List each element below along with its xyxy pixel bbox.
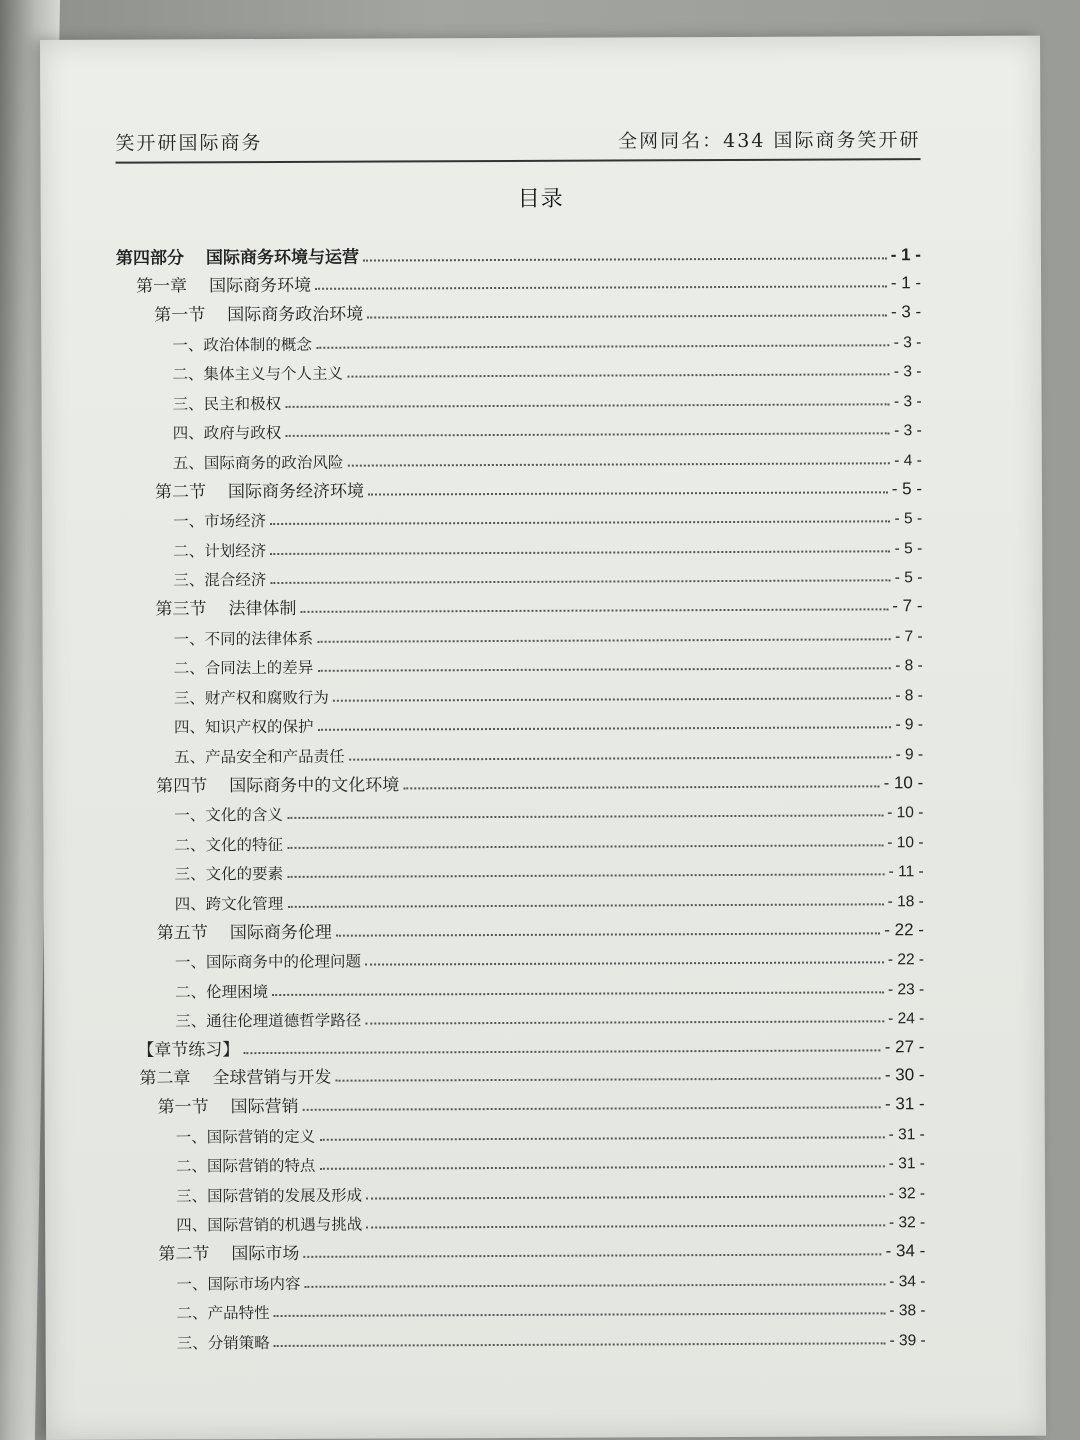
toc-entry-text: 国际商务环境	[209, 275, 312, 297]
book-page	[40, 36, 1046, 1440]
toc-entry	[120, 1144, 925, 1177]
toc-entry-number: 第一章	[136, 276, 188, 297]
toc-entry-text: 一、文化的含义	[174, 805, 283, 825]
toc-entry	[117, 440, 922, 473]
toc-entry-text: 四、国际营销的机遇与挑战	[176, 1215, 363, 1235]
toc-entry-label	[136, 271, 313, 297]
toc-entry-text: 二、集体主义与个人主义	[172, 364, 344, 384]
toc-page-number: - 31 -	[888, 1155, 925, 1173]
dot-leader	[287, 844, 883, 849]
toc-entry-number: 第五节	[156, 922, 208, 943]
toc-entry-label	[176, 1124, 318, 1147]
dot-leader	[270, 520, 890, 525]
toc-entry-text: 三、分销策略	[176, 1333, 270, 1352]
table-of-contents	[116, 224, 926, 1353]
toc-entry-text: 一、国际市场内容	[176, 1274, 301, 1293]
toc-page-number: - 7 -	[892, 596, 923, 616]
toc-page-number: - 22 -	[887, 951, 925, 969]
toc-entry	[118, 764, 923, 797]
toc-entry-text: 一、国际商务中的伦理问题	[174, 952, 362, 972]
dot-leader	[366, 1224, 885, 1228]
toc-entry	[117, 411, 922, 444]
toc-entry-text: 四、跨文化管理	[174, 894, 284, 913]
dot-leader	[366, 1195, 885, 1199]
toc-page-number: - 9 -	[895, 745, 924, 763]
toc-entry-text: 全球营销与开发	[212, 1067, 332, 1089]
dot-leader	[317, 638, 891, 643]
toc-entry-text: 四、知识产权的保护	[173, 717, 314, 737]
toc-entry	[117, 499, 922, 532]
toc-page-number: - 3 -	[890, 302, 922, 322]
dot-leader	[367, 314, 887, 318]
toc-entry-label	[174, 626, 316, 649]
toc-entry-label	[177, 1331, 272, 1353]
dot-leader	[243, 1049, 880, 1054]
toc-entry-number: 第一节	[157, 1097, 209, 1118]
toc-entry-text: 三、文化的要素	[174, 864, 284, 884]
toc-page-number: - 10 -	[887, 833, 924, 851]
toc-entry-label	[155, 476, 366, 502]
toc-entry	[119, 911, 924, 944]
dot-leader	[349, 756, 892, 760]
toc-entry	[121, 1320, 926, 1353]
toc-page-number: - 18 -	[887, 892, 924, 910]
dot-leader	[300, 608, 888, 613]
dot-leader	[363, 257, 887, 261]
toc-page-number: - 3 -	[893, 333, 922, 351]
toc-entry-label	[174, 832, 285, 854]
dot-leader	[317, 667, 891, 672]
toc-page-number: - 5 -	[894, 569, 923, 587]
toc-entry	[120, 1261, 925, 1294]
toc-page-number: - 5 -	[894, 539, 923, 557]
toc-entry-text: 四、政府与政权	[172, 423, 282, 443]
toc-entry-label	[173, 421, 284, 443]
toc-entry-label	[176, 1271, 302, 1294]
toc-entry-number: 第二章	[139, 1068, 191, 1089]
dot-leader	[347, 373, 890, 377]
toc-entry	[117, 528, 922, 561]
dot-leader	[287, 873, 884, 878]
toc-entry	[120, 1232, 925, 1265]
toc-page-number: - 22 -	[884, 919, 924, 939]
toc-entry-number: 第一节	[154, 305, 206, 326]
toc-page-number: - 7 -	[895, 627, 923, 645]
toc-entry-text: 三、通往伦理道德哲学路径	[175, 1011, 362, 1031]
toc-entry	[118, 646, 923, 679]
running-header	[115, 124, 920, 164]
toc-page-number: - 1 -	[890, 245, 921, 265]
toc-entry-label	[176, 1183, 364, 1206]
toc-entry-text: 二、文化的特征	[174, 835, 284, 854]
toc-entry-text: 一、政治体制的概念	[172, 335, 312, 354]
toc-entry-label	[137, 1035, 241, 1060]
toc-entry	[119, 969, 924, 1002]
toc-entry-label	[174, 656, 316, 679]
toc-entry-text: 一、国际营销的定义	[175, 1127, 316, 1146]
toc-entry-label	[172, 332, 314, 355]
toc-entry-label	[173, 568, 268, 590]
toc-entry	[119, 940, 924, 973]
toc-page-number: - 3 -	[893, 363, 922, 381]
toc-entry-label	[158, 1239, 301, 1265]
page-title: 目录	[517, 186, 564, 212]
toc-entry	[119, 999, 924, 1032]
toc-page-number: - 4 -	[894, 451, 922, 469]
dot-leader	[272, 991, 884, 996]
toc-entry-text: 二、产品特性	[176, 1304, 270, 1323]
toc-entry-label	[175, 950, 363, 973]
toc-entry-text: 二、计划经济	[173, 541, 267, 560]
toc-entry-text: 【章节练习】	[137, 1040, 240, 1061]
toc-entry-label	[176, 1213, 364, 1236]
toc-entry-number: 第二节	[158, 1244, 210, 1265]
toc-entry-label	[173, 509, 268, 531]
dot-leader	[270, 550, 890, 555]
toc-entry-text: 国际营销	[230, 1096, 299, 1118]
header-right-text: 全网同名：434 国际商务笑开研	[618, 129, 921, 153]
toc-entry-text: 二、合同法上的差异	[173, 658, 314, 678]
toc-page-number: - 24 -	[888, 1010, 925, 1028]
toc-entry-number: 第四部分	[115, 248, 184, 269]
toc-entry-label	[173, 391, 284, 413]
dot-leader	[285, 432, 890, 437]
toc-entry-label	[174, 744, 347, 767]
toc-entry	[119, 1028, 924, 1061]
toc-entry-text: 国际商务环境与运营	[205, 247, 359, 269]
header-left-text: 笑开研国际商务	[115, 132, 263, 155]
toc-page-number: - 32 -	[888, 1214, 926, 1232]
toc-entry	[117, 470, 922, 503]
dot-leader	[304, 1283, 885, 1288]
dot-leader	[319, 1165, 884, 1169]
dot-leader	[365, 961, 884, 965]
toc-entry-label	[172, 362, 345, 385]
toc-entry-label	[154, 300, 365, 326]
toc-entry-text: 三、混合经济	[173, 571, 267, 590]
dot-leader	[318, 726, 892, 731]
dot-leader	[347, 462, 890, 466]
toc-entry-label	[174, 803, 285, 825]
toc-entry-text: 国际商务伦理	[229, 922, 332, 943]
toc-entry	[117, 558, 922, 591]
toc-entry	[116, 322, 921, 355]
toc-entry-text: 国际商务经济环境	[227, 481, 365, 502]
toc-entry	[116, 293, 921, 326]
toc-page-number: - 34 -	[889, 1272, 926, 1290]
toc-entry-label	[139, 1063, 333, 1089]
toc-entry-label	[174, 685, 331, 708]
toc-entry	[118, 734, 923, 767]
toc-entry	[118, 616, 923, 649]
toc-entry-label	[116, 243, 361, 269]
dot-leader	[285, 403, 890, 408]
toc-entry-label	[157, 917, 334, 943]
toc-entry	[119, 1057, 924, 1089]
toc-entry-label	[155, 594, 298, 620]
toc-page-number: - 38 -	[889, 1302, 926, 1320]
toc-entry	[118, 675, 923, 708]
dot-leader	[336, 932, 880, 936]
toc-entry-label	[173, 450, 346, 473]
toc-entry-text: 国际市场	[231, 1243, 300, 1265]
toc-entry-text: 五、产品安全和产品责任	[174, 747, 345, 766]
dot-leader	[316, 344, 890, 349]
toc-entry-label	[175, 891, 286, 913]
toc-entry-text: 二、伦理困境	[175, 982, 269, 1001]
toc-entry	[119, 852, 924, 885]
toc-entry	[119, 881, 924, 914]
dot-leader	[403, 785, 879, 789]
toc-entry-text: 国际商务政治环境	[227, 304, 364, 326]
toc-entry-text: 二、国际营销的特点	[175, 1156, 316, 1176]
dot-leader	[287, 814, 883, 819]
toc-page-number: - 11 -	[888, 863, 924, 881]
toc-entry	[117, 587, 922, 620]
toc-entry-label	[156, 770, 401, 796]
toc-entry-label	[158, 1092, 301, 1118]
toc-page-number: - 31 -	[888, 1125, 925, 1143]
dot-leader	[333, 697, 891, 701]
toc-entry	[120, 1114, 925, 1147]
toc-entry-text: 三、国际营销的发展及形成	[176, 1186, 363, 1205]
toc-page-number: - 31 -	[884, 1094, 925, 1114]
toc-entry	[120, 1085, 925, 1118]
toc-page-number: - 5 -	[891, 478, 923, 498]
dot-leader	[303, 1253, 881, 1258]
toc-page-number: - 30 -	[884, 1065, 925, 1085]
toc-entry-label	[175, 862, 286, 884]
toc-entry	[116, 265, 921, 297]
toc-page-number: - 10 -	[883, 772, 924, 792]
toc-entry-text: 三、民主和极权	[172, 394, 282, 413]
dot-leader	[270, 579, 890, 584]
toc-entry-number: 第四节	[156, 775, 208, 796]
toc-entry-label	[175, 1009, 363, 1032]
dot-leader	[274, 1312, 886, 1317]
toc-entry	[117, 381, 922, 414]
toc-entry-label	[175, 980, 270, 1002]
toc-entry-text: 一、市场经济	[173, 512, 267, 531]
dot-leader	[368, 491, 888, 495]
toc-page-number: - 23 -	[887, 980, 925, 998]
toc-entry	[116, 352, 921, 385]
toc-entry	[118, 705, 923, 738]
dot-leader	[319, 1136, 884, 1140]
dot-leader	[303, 1106, 881, 1111]
toc-page-number: - 9 -	[895, 716, 924, 734]
toc-entry-label	[176, 1154, 318, 1177]
toc-entry-label	[177, 1301, 272, 1323]
toc-entry	[120, 1291, 925, 1324]
toc-page-number: - 32 -	[888, 1184, 926, 1202]
dot-leader	[365, 1020, 884, 1024]
toc-entry-number: 第三节	[155, 599, 207, 620]
dot-leader	[287, 903, 883, 908]
toc-page-number: - 27 -	[884, 1037, 925, 1057]
toc-page-number: - 39 -	[889, 1331, 926, 1349]
toc-page-number: - 3 -	[893, 392, 922, 410]
toc-page-number: - 10 -	[887, 804, 924, 822]
toc-page-number: - 5 -	[894, 510, 923, 528]
toc-entry-label	[173, 539, 268, 561]
toc-entry-label	[174, 715, 316, 738]
toc-entry-text: 五、国际商务的政治风险	[172, 453, 344, 472]
toc-entry-text: 法律体制	[228, 598, 297, 620]
toc-entry	[118, 822, 923, 855]
dot-leader	[274, 1342, 886, 1347]
toc-entry-text: 一、不同的法律体系	[173, 629, 314, 648]
dot-leader	[336, 1077, 881, 1081]
toc-page-number: - 8 -	[895, 657, 923, 675]
toc-page-number: - 1 -	[890, 273, 922, 293]
toc-entry-number: 第二节	[154, 481, 207, 503]
dot-leader	[315, 285, 887, 289]
toc-entry	[120, 1203, 925, 1236]
toc-entry	[116, 224, 921, 269]
toc-page-number: - 34 -	[885, 1241, 926, 1261]
toc-entry	[120, 1173, 925, 1206]
toc-entry-text: 国际商务中的文化环境	[229, 774, 400, 796]
toc-page-number: - 3 -	[894, 422, 922, 440]
toc-page-number: - 8 -	[895, 686, 923, 704]
toc-entry-text: 三、财产权和腐败行为	[173, 688, 329, 707]
toc-entry	[118, 793, 923, 826]
